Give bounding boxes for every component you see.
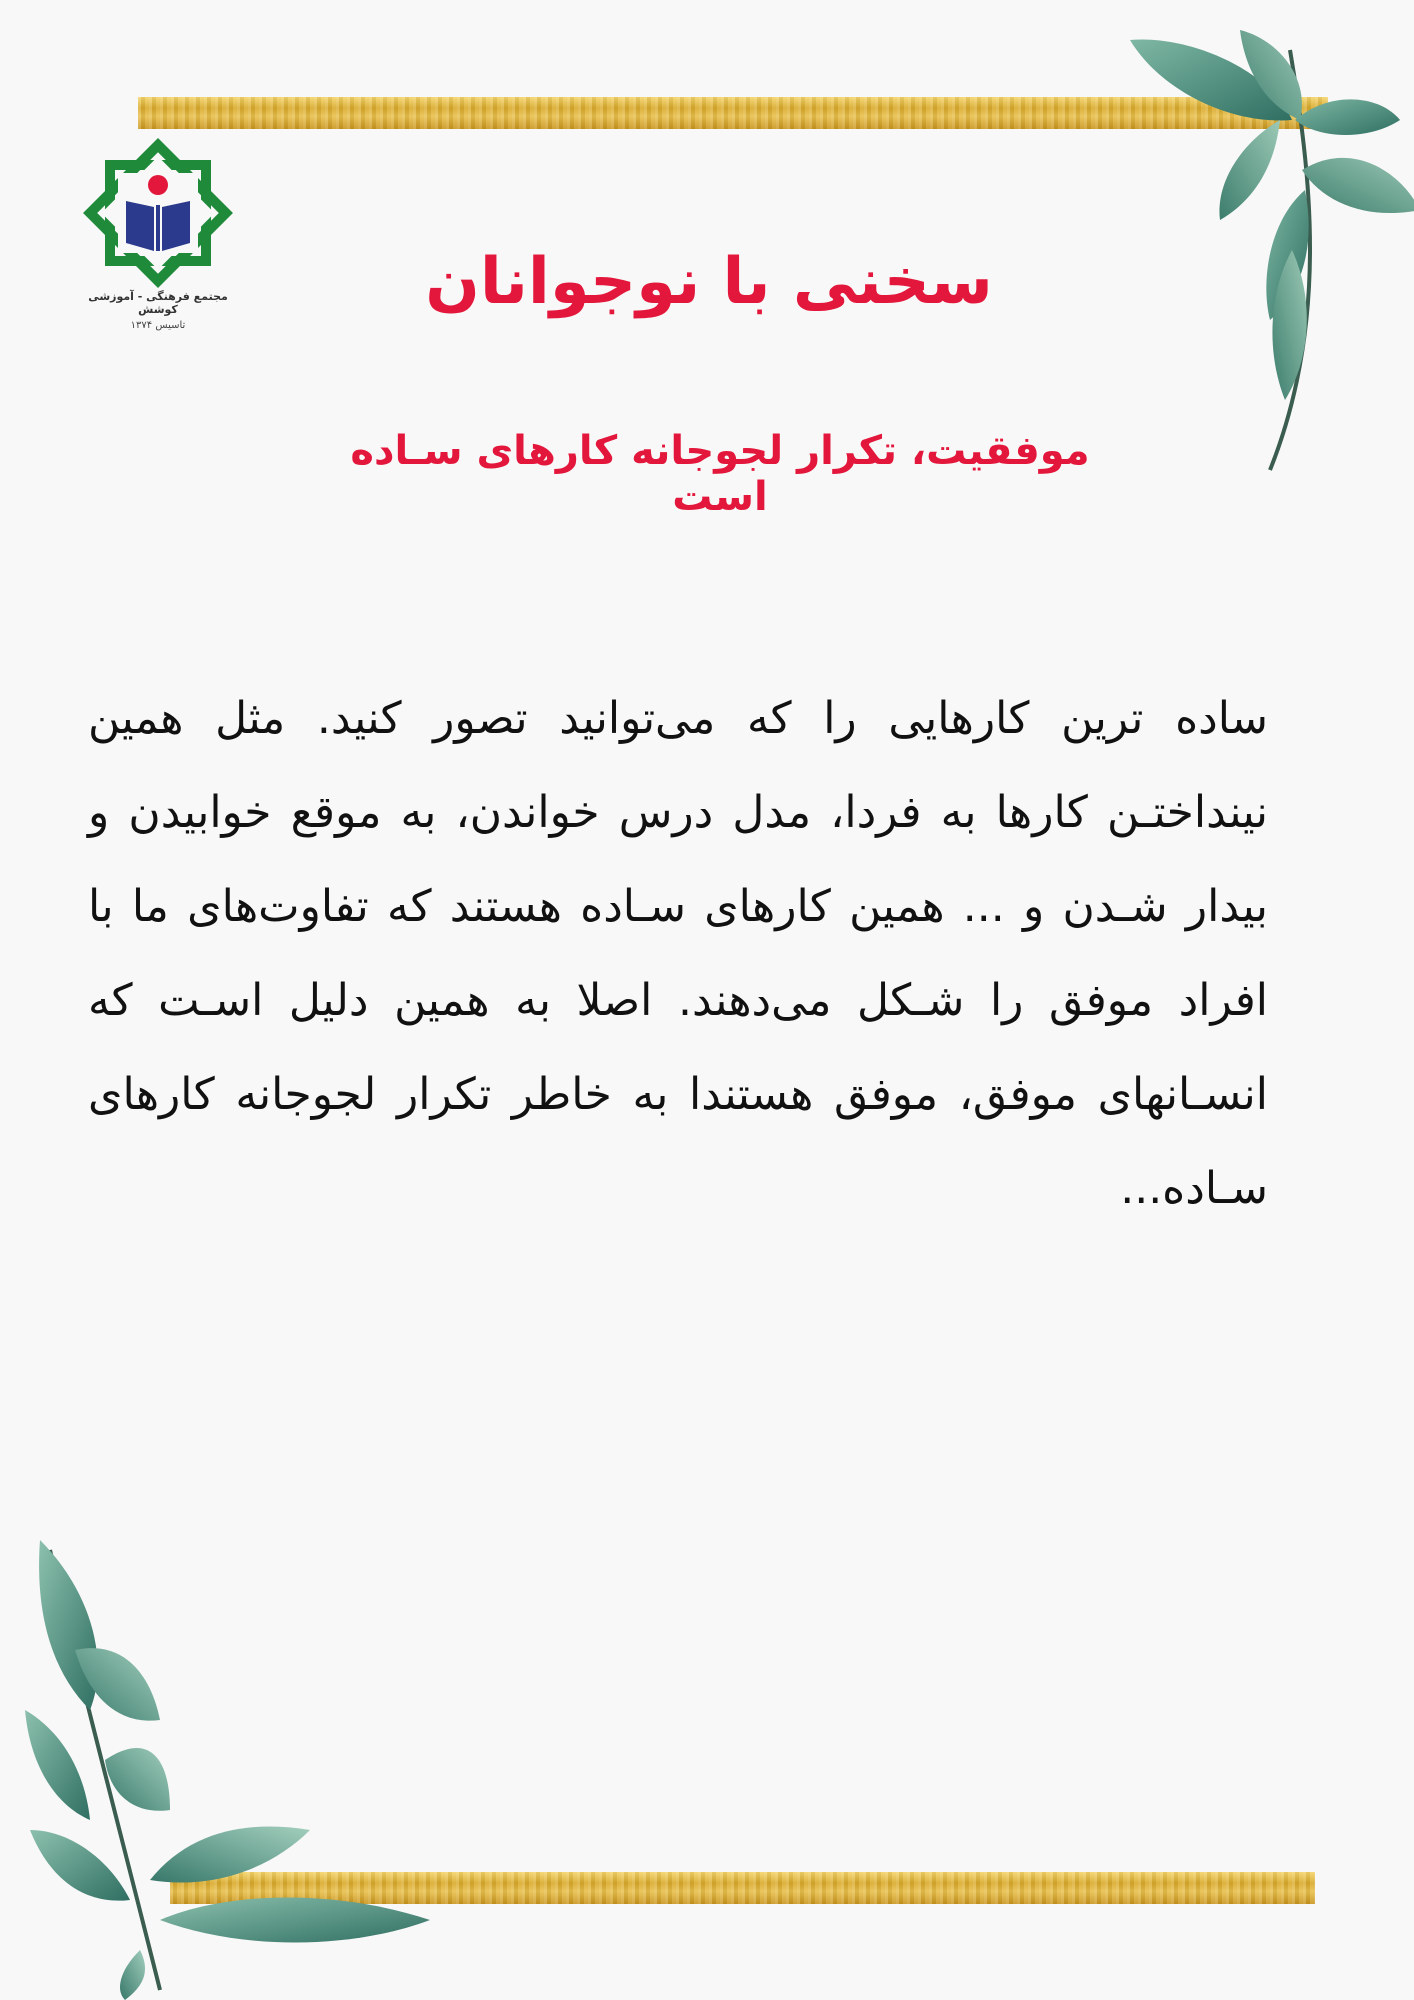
page-title: [0, 245, 1414, 319]
leaf-decoration-bottom-icon: [10, 1530, 440, 2000]
page-subtitle: موفقیت، تکرار لجوجانه کارهای سـاده است: [350, 428, 1090, 520]
logo-founded-year: تاسیس ۱۳۷۴: [130, 320, 186, 331]
body-paragraph: ساده ترین کارهایی را که می‌توانید تصور کنید. مثل همین نینداختـن کارها به فردا، مدل درس خواندن، به موقع خوابیدن و بیدار شـدن و ... همین کارهای سـاده هستند که تفاوت‌های ما با افراد موفق را شـکل می‌دهند. اصلا به همین دلیل اسـت که انسـانهای موفق، موفق هستندا به خاطر تکرار لجوجانه کارهای سـاده...: [88, 693, 1268, 1214]
page-title-text: سخنی با نوجوانان: [425, 245, 993, 319]
logo-org-name: مجتمع فرهنگی - آموزشی کوشش: [88, 290, 228, 316]
